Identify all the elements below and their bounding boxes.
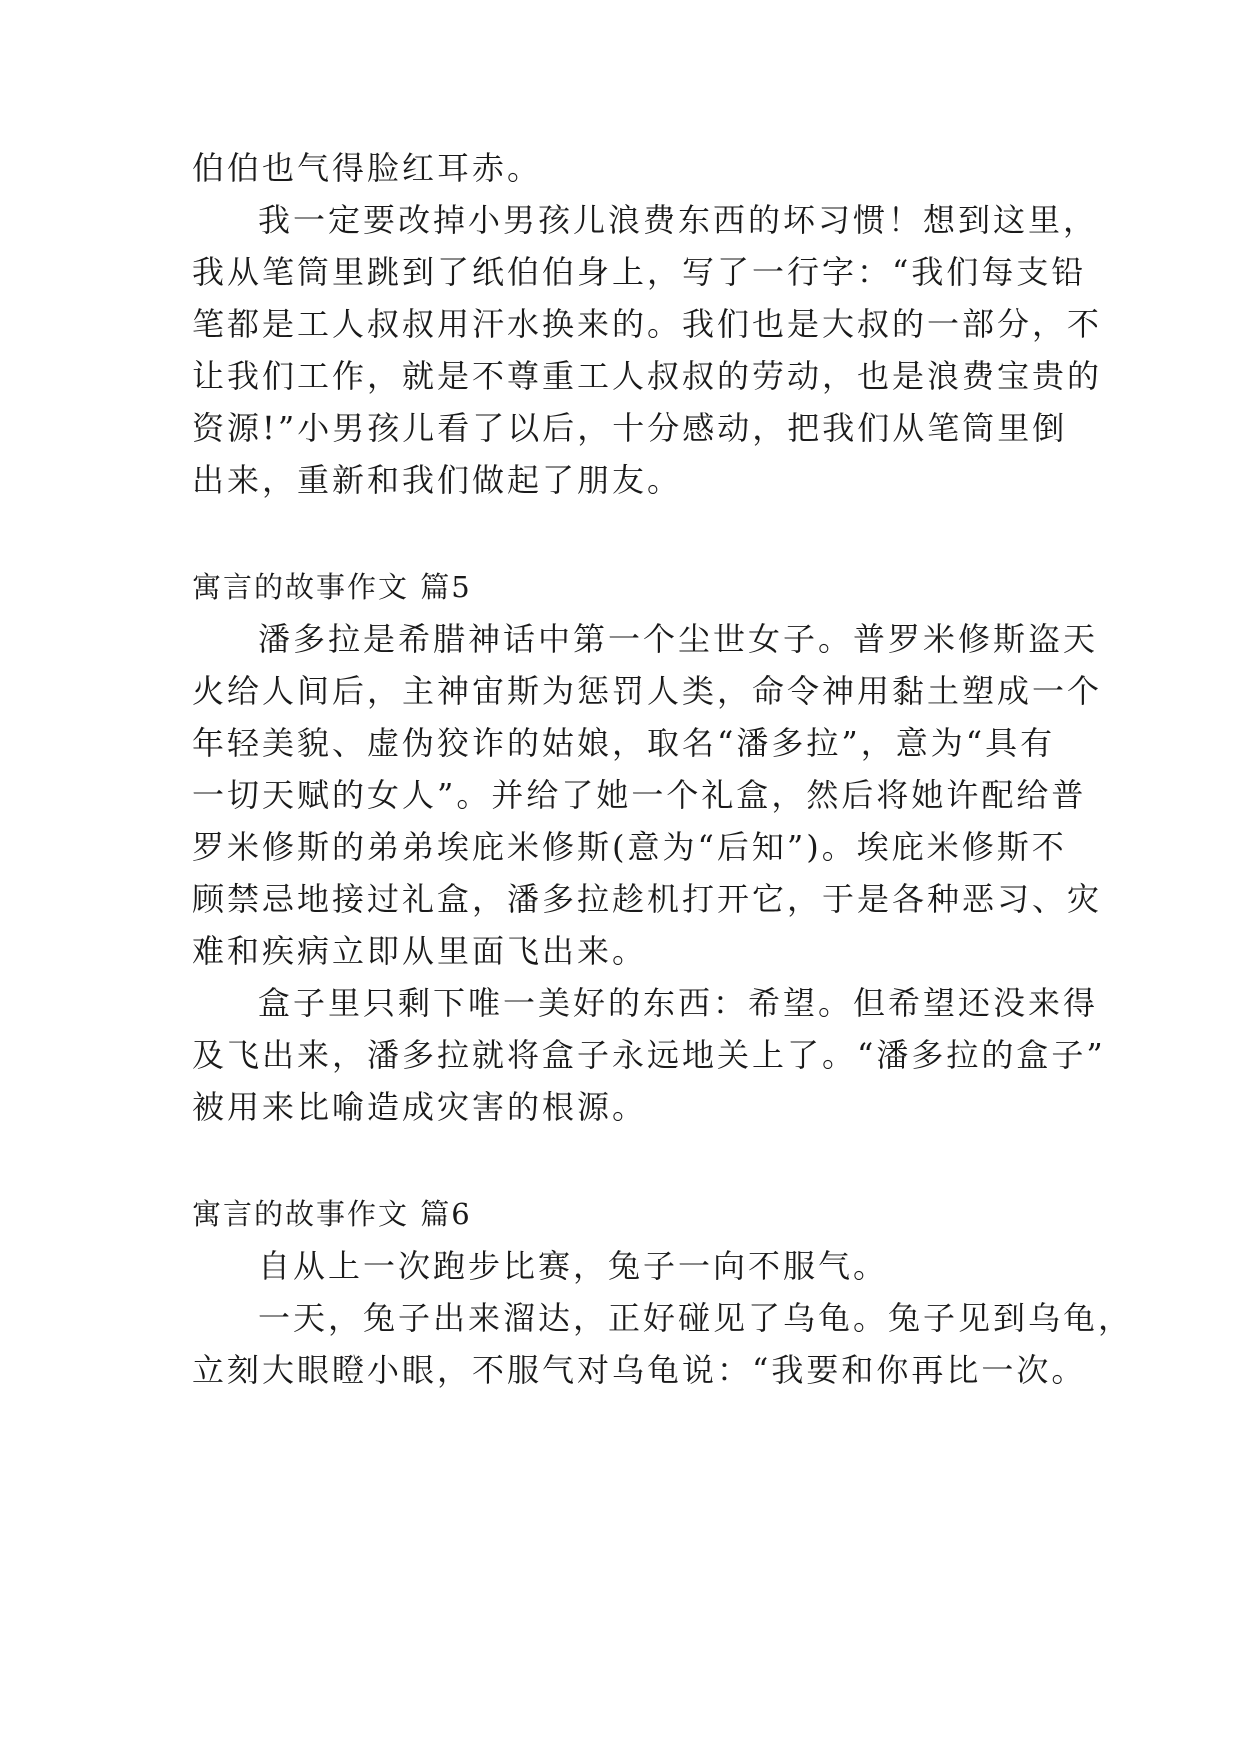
paragraph-line: 我从笔筒里跳到了纸伯伯身上，写了一行字：“我们每支铅 (192, 253, 1087, 291)
paragraph-line: 火给人间后，主神宙斯为惩罚人类，命令神用黏土塑成一个 (192, 672, 1103, 710)
paragraph-line: 立刻大眼瞪小眼，不服气对乌龟说：“我要和你再比一次。 (192, 1351, 1087, 1389)
paragraph-line: 年轻美貌、虚伪狡诈的姑娘，取名“潘多拉”，意为“具有 (192, 724, 1056, 762)
paragraph-line: 笔都是工人叔叔用汗水换来的。我们也是大叔的一部分，不 (192, 305, 1103, 343)
paragraph-line: 被用来比喻造成灾害的根源。 (192, 1088, 648, 1126)
paragraph-line: 我一定要改掉小男孩儿浪费东西的坏习惯！想到这里， (258, 201, 1099, 239)
paragraph-line: 出来，重新和我们做起了朋友。 (192, 461, 683, 499)
paragraph-line: 资源!”小男孩儿看了以后，十分感动，把我们从笔筒里倒 (192, 409, 1068, 447)
section-heading: 寓言的故事作文 篇6 (192, 1197, 472, 1231)
paragraph-line: 难和疾病立即从里面飞出来。 (192, 932, 648, 970)
paragraph-line: 盒子里只剩下唯一美好的东西：希望。但希望还没来得 (258, 984, 1099, 1022)
paragraph-line: 自从上一次跑步比赛，兔子一向不服气。 (258, 1247, 889, 1285)
paragraph-line: 让我们工作，就是不尊重工人叔叔的劳动，也是浪费宝贵的 (192, 357, 1103, 395)
paragraph-line: 罗米修斯的弟弟埃庇米修斯(意为“后知”)。埃庇米修斯不 (192, 828, 1067, 866)
paragraph-line: 潘多拉是希腊神话中第一个尘世女子。普罗米修斯盗天 (258, 620, 1099, 658)
paragraph-line: 一切天赋的女人”。并给了她一个礼盒，然后将她许配给普 (192, 776, 1087, 814)
paragraph-line: 一天，兔子出来溜达，正好碰见了乌龟。兔子见到乌龟， (258, 1299, 1134, 1337)
paragraph-line: 顾禁忌地接过礼盒，潘多拉趁机打开它，于是各种恶习、灾 (192, 880, 1103, 918)
paragraph-line: 及飞出来，潘多拉就将盒子永远地关上了。“潘多拉的盒子” (192, 1036, 1106, 1074)
paragraph-line: 伯伯也气得脸红耳赤。 (192, 149, 543, 187)
section-heading: 寓言的故事作文 篇5 (192, 570, 472, 604)
